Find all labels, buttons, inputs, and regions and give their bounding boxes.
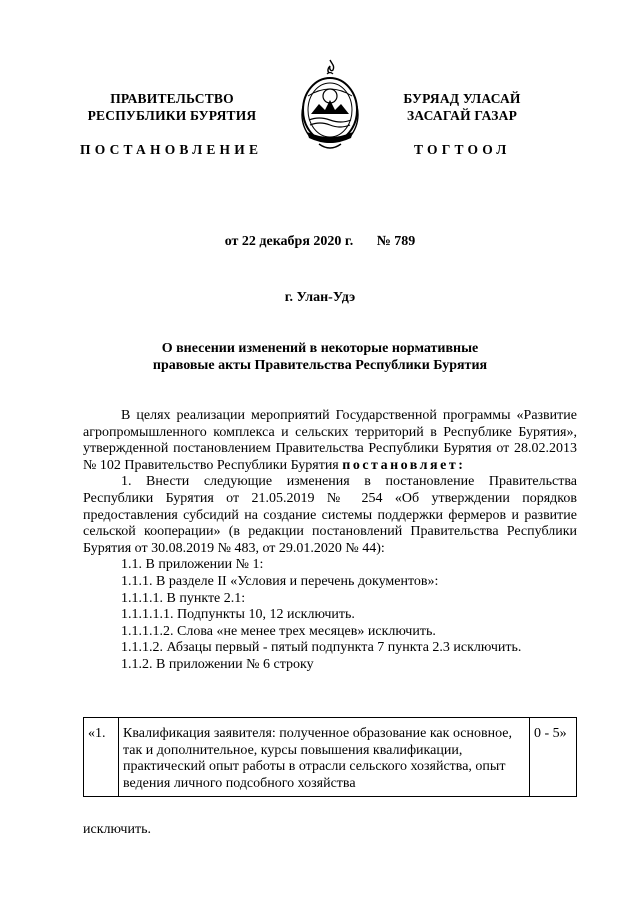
doc-type-buryat: ТОГТООЛ	[414, 142, 511, 157]
issuer-ru-line2: РЕСПУБЛИКИ БУРЯТИЯ	[87, 108, 257, 123]
item-1: 1. Внести следующие изменения в постановление Правительства Республики Бурятия от 21.05.2019 № 254 «Об утверждении порядков предоставления субсидий на создание системы поддержки фермеров и развитие сельской кооперации» (в редакции постановлений Правительства Республики Бурятия от 30.08.2019 № 483, от 29.01.2020 № 44):	[83, 474, 577, 556]
item-1-1-1: 1.1.1. В разделе II «Условия и перечень документов»:	[121, 573, 439, 589]
decree-colon: :	[458, 457, 463, 473]
issuer-russian	[62, 90, 282, 124]
date-number-line	[0, 234, 640, 250]
issuer-bua-line1: БУРЯАД УЛАСАЙ	[403, 91, 521, 106]
table-row	[84, 718, 577, 797]
decree-number: № 789	[376, 234, 416, 249]
score-range-cell: 0 - 5»	[530, 718, 577, 797]
title-line2: правовые акты Правительства Республики Бурятия	[152, 358, 488, 373]
criterion-text-cell: Квалификация заявителя: полученное образование как основное, так и дополнительное, курсы повышения квалификации, практический опыт работы в отрасли сельского хозяйства, опыт ведения личного подсобного хозяйства	[119, 718, 530, 797]
doc-type-russian: ПОСТАНОВЛЕНИЕ	[80, 142, 263, 157]
document-title	[0, 340, 640, 374]
title-line1: О внесении изменений в некоторые нормативные	[161, 341, 479, 356]
exclude-text: исключить.	[83, 822, 151, 837]
issuer-buryat	[362, 90, 562, 124]
decree-city: г. Улан-Удэ	[284, 290, 356, 305]
item-1-1-1-1-1: 1.1.1.1.1. Подпункты 10, 12 исключить.	[121, 607, 355, 623]
item-1-1-1-1: 1.1.1.1. В пункте 2.1:	[121, 590, 246, 606]
issuer-ru-line1: ПРАВИТЕЛЬСТВО	[110, 91, 234, 106]
issuer-bua-line2: ЗАСАГАЙ ГАЗАР	[406, 108, 518, 123]
criteria-table	[83, 717, 577, 797]
decree-date: от 22 декабря 2020 г.	[224, 234, 354, 249]
preamble-text: В целях реализации мероприятий Государственной программы «Развитие агропромышленного комплекса и сельских территорий в Республике Бурятия», утвержденной постановлением Правительства Республики Бурятия от 28.02.2013 № 102 Правительство Республики Бурятия	[83, 408, 577, 473]
document-body	[83, 408, 577, 674]
preamble-paragraph	[83, 408, 577, 474]
coat-of-arms-emblem-icon	[297, 58, 363, 154]
item-1-1-1-2: 1.1.1.2. Абзацы первый - пятый подпункта 7 пункта 2.3 исключить.	[121, 640, 522, 656]
row-number-cell: «1.	[84, 718, 119, 797]
item-1-1: 1.1. В приложении № 1:	[121, 557, 264, 573]
item-1-1-1-1-2: 1.1.1.1.2. Слова «не менее трех месяцев» исключить.	[121, 623, 436, 639]
item-1-1-2: 1.1.2. В приложении № 6 строку	[121, 656, 314, 672]
decree-word: постановляет	[342, 457, 459, 473]
